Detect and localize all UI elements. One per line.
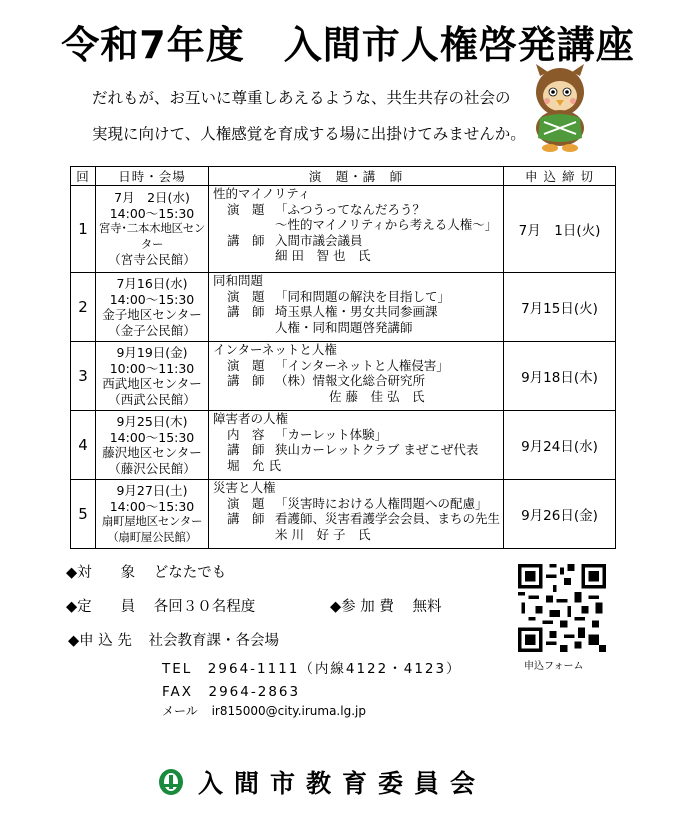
target-value: どなたでも — [153, 565, 227, 581]
row-date-venue — [96, 273, 209, 342]
row-date: 9月19日(金) — [116, 345, 188, 360]
header-no: 回 — [71, 167, 96, 186]
footer — [158, 764, 486, 800]
row-theme: 災害と人権 — [213, 480, 276, 495]
row-line-label: 演 題 — [227, 201, 265, 217]
row-line-label: 講 師 — [227, 232, 265, 248]
fee-value: 無料 — [412, 599, 442, 615]
row-line-text: 入間市議会議員 — [275, 232, 363, 248]
contact-email — [162, 702, 366, 719]
row-time: 14:00～15:30 — [109, 205, 195, 221]
apply-label: ◆申 込 先 — [68, 633, 132, 649]
row-line-label: 演 題 — [227, 288, 265, 304]
row-hall: （藤沢公民館） — [108, 460, 196, 476]
row-date: 7月16日(水) — [116, 276, 188, 291]
row-theme: 性的マイノリティ — [213, 186, 311, 201]
row-topic — [209, 411, 504, 480]
row-deadline: 9月18日(木) — [504, 342, 616, 411]
row-venue: 扇町屋地区センター — [101, 514, 203, 528]
row-hall: （西武公民館） — [108, 391, 196, 407]
row-date: 7月 2日(水) — [114, 190, 190, 206]
row-line-text: 「インターネットと人権侵害」 — [275, 357, 449, 373]
row-line-text: 狭山カーレットクラブ まぜこぜ代表 — [275, 442, 479, 457]
row-line-text: 「カーレット体験」 — [275, 426, 388, 442]
info-apply — [68, 629, 279, 650]
header-topic: 演 題・講 師 — [209, 167, 504, 186]
row-time: 10:00～11:30 — [109, 360, 195, 376]
row-deadline: 9月24日(水) — [504, 411, 616, 480]
fee-label: ◆参 加 費 — [330, 599, 394, 615]
contact-tel: TEL 2964-1111（内線4122・4123） — [162, 661, 462, 677]
email-value[interactable]: ir815000@city.iruma.lg.jp — [211, 704, 366, 718]
schedule-table — [70, 166, 616, 549]
intro-line-1: だれもが、お互いに尊重しあえるような、共生共存の社会の — [92, 89, 511, 107]
row-venue: 藤沢地区センター — [102, 445, 202, 460]
row-date-venue — [96, 342, 209, 411]
row-line-label: 演 題 — [227, 495, 265, 511]
row-topic — [209, 186, 504, 273]
table-row — [71, 411, 616, 480]
row-line-text: 細 田 智 也 氏 — [275, 248, 371, 263]
row-theme: 障害者の人権 — [213, 411, 289, 426]
row-hall: （宮寺公民館） — [108, 252, 196, 268]
row-line-text: 看護師、災害看護学会会員、まちの先生 — [275, 511, 501, 526]
row-deadline: 7月15日(火) — [504, 273, 616, 342]
contact-fax: FAX 2964-2863 — [162, 684, 301, 700]
row-theme: インターネットと人権 — [213, 342, 337, 357]
row-line-text: 佐 藤 佳 弘 氏 — [329, 388, 425, 404]
info-capacity — [66, 595, 255, 616]
row-date-venue — [96, 480, 209, 549]
info-target — [66, 561, 226, 582]
row-date: 9月27日(土) — [116, 483, 188, 498]
capacity-value: 各回３０名程度 — [153, 599, 256, 615]
table-row — [71, 186, 616, 273]
row-venue: 宮寺･二本木地区センター — [98, 221, 206, 251]
row-line-label: 講 師 — [227, 442, 265, 457]
row-deadline: 7月 1日(火) — [504, 186, 616, 273]
info-fee — [330, 595, 441, 616]
qr-label: 申込フォーム — [524, 661, 584, 672]
email-label: メール — [162, 704, 198, 718]
row-time: 14:00～15:30 — [109, 291, 195, 307]
row-number: 3 — [71, 342, 96, 411]
row-line-text: 「ふつうってなんだろう？ — [275, 201, 426, 217]
qr-code[interactable] — [518, 564, 606, 652]
header-deadline: 申 込 締 切 — [504, 167, 616, 186]
header-date: 日時・会場 — [96, 167, 209, 186]
footer-org-name: 入間市教育委員会 — [198, 769, 487, 798]
capacity-label: ◆定 員 — [66, 599, 136, 615]
row-line-label: 講 師 — [227, 373, 265, 388]
row-topic — [209, 480, 504, 549]
row-date-venue — [96, 186, 209, 273]
row-venue: 金子地区センター — [102, 307, 202, 322]
mascot-illustration — [520, 62, 600, 154]
row-deadline: 9月26日(金) — [504, 480, 616, 549]
table-row — [71, 480, 616, 549]
row-number: 1 — [71, 186, 96, 273]
row-theme: 同和問題 — [213, 273, 264, 288]
row-line-text: 「災害時における人権問題への配慮」 — [275, 495, 488, 511]
table-row — [71, 342, 616, 411]
row-line-text: 米 川 好 子 氏 — [275, 526, 371, 542]
row-topic — [209, 273, 504, 342]
row-line-text: 堀 允 氏 — [227, 457, 281, 473]
table-row — [71, 273, 616, 342]
row-line-label: 内 容 — [227, 426, 265, 442]
target-label: ◆対 象 — [66, 565, 136, 581]
row-line-text: 人権・同和問題啓発講師 — [275, 319, 413, 335]
row-line-text: （株）情報文化総合研究所 — [275, 373, 426, 388]
row-line-label: 講 師 — [227, 511, 265, 526]
row-time: 14:00～15:30 — [109, 498, 195, 514]
row-hall: （金子公民館） — [108, 322, 196, 338]
city-emblem-icon — [158, 768, 184, 796]
apply-value: 社会教育課・各会場 — [148, 633, 279, 649]
row-time: 14:00～15:30 — [109, 429, 195, 445]
row-number: 4 — [71, 411, 96, 480]
row-line-text: ～性的マイノリティから考える人権～」 — [275, 217, 498, 232]
page-title: 令和7年度 入間市人権啓発講座 — [61, 23, 635, 67]
intro-text — [92, 80, 526, 152]
row-line-text: 埼玉県人権・男女共同参画課 — [275, 304, 438, 319]
row-line-label: 講 師 — [227, 304, 265, 319]
table-header-row — [71, 167, 616, 186]
row-line-label: 演 題 — [227, 357, 265, 373]
row-hall: （扇町屋公民館） — [107, 529, 197, 544]
row-topic — [209, 342, 504, 411]
row-date: 9月25日(木) — [116, 414, 188, 429]
row-number: 5 — [71, 480, 96, 549]
row-venue: 西武地区センター — [102, 376, 202, 391]
row-date-venue — [96, 411, 209, 480]
intro-line-2: 実現に向けて、人権感覚を育成する場に出掛けてみませんか。 — [92, 125, 526, 143]
row-line-text: 「同和問題の解決を目指して」 — [275, 288, 451, 304]
row-number: 2 — [71, 273, 96, 342]
